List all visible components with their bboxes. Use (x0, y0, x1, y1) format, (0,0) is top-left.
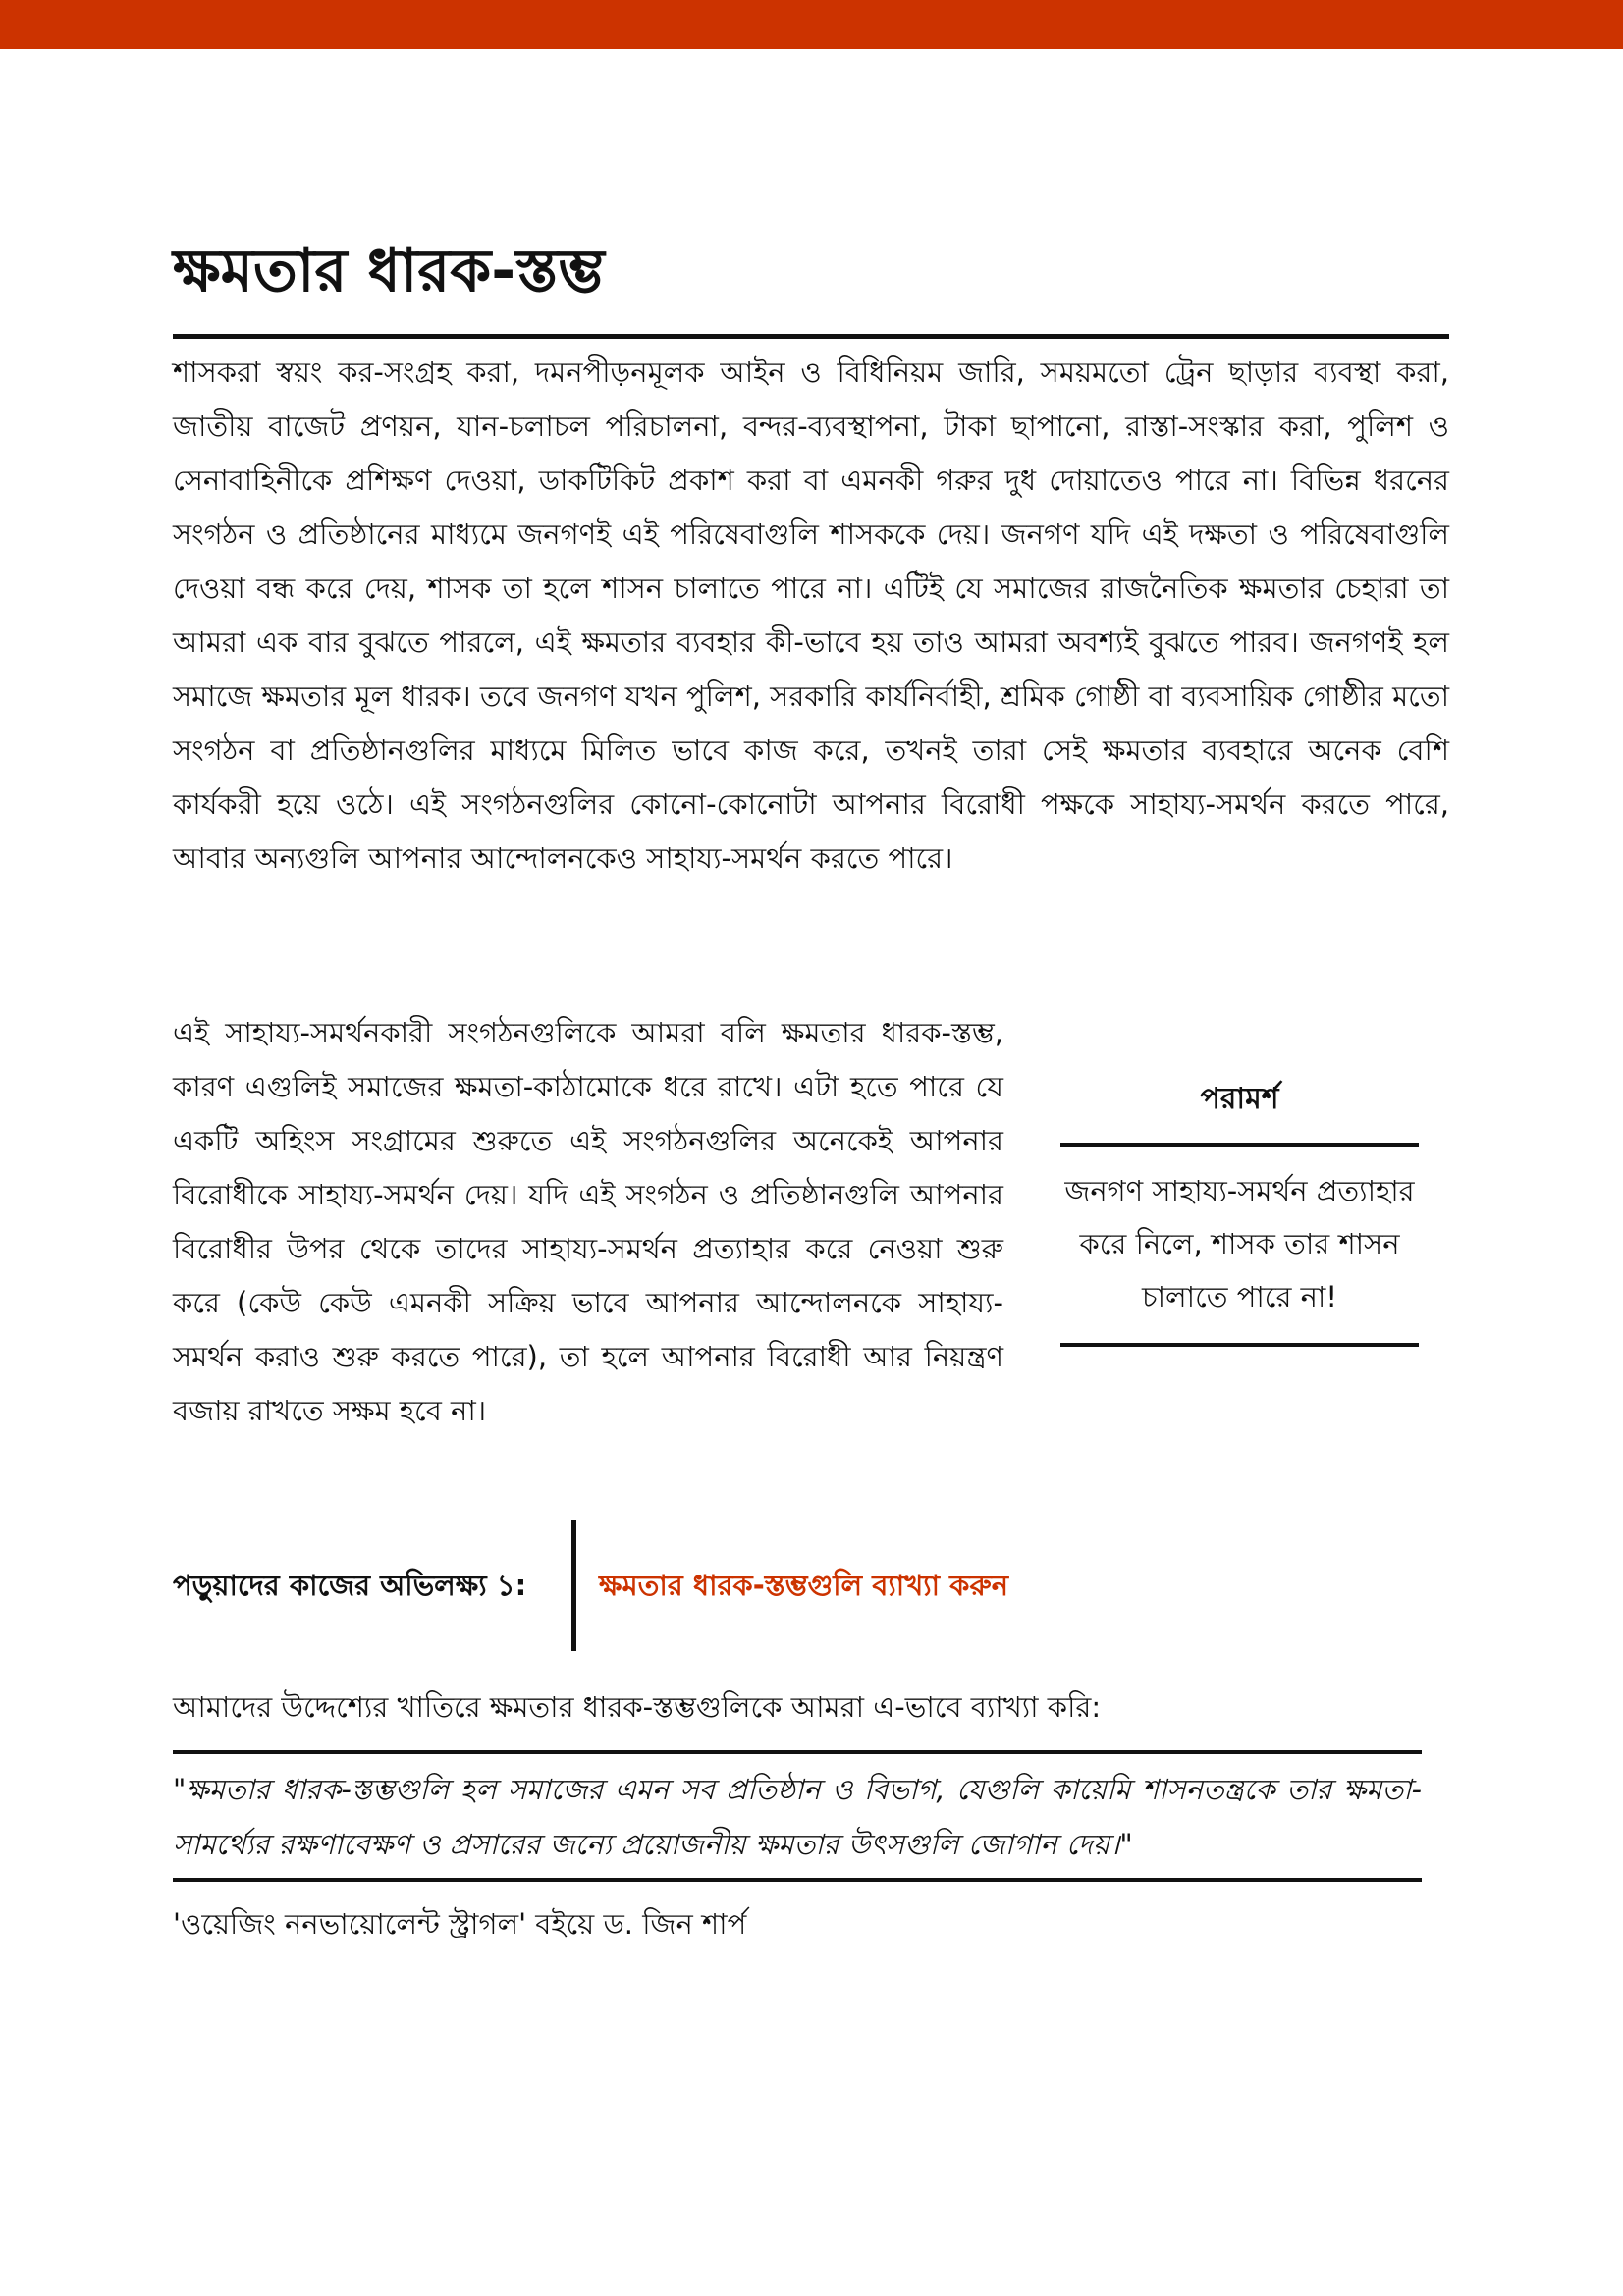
quote-bottom-divider (173, 1878, 1422, 1882)
quote-attribution: 'ওয়েজিং ননভায়োলেন্ট স্ট্রাগল' বইয়ে ড. জিন শার্প (173, 1907, 747, 1941)
tip-title: পরামর্শ (1200, 1082, 1279, 1116)
body-paragraph-2: এই সাহায্য-সমর্থনকারী সংগঠনগুলিকে আমরা বলি ক্ষমতার ধারক-স্তম্ভ, কারণ এগুলিই সমাজের ক্ষমতা-কাঠামোকে ধরে রাখে। এটা হতে পারে যে একটি অহিংস সংগ্রামের শুরুতে এই সংগঠনগুলির অনেকেই আপনার বিরোধীকে সাহায্য-সমর্থন দেয়। যদি এই সংগঠন ও প্রতিষ্ঠানগুলি আপনার বিরোধীর উপর থেকে তাদের সাহায্য-সমর্থন প্রত্যাহার করে নেওয়া শুরু করে (কেউ কেউ এমনকী সক্রিয় ভাবে আপনার আন্দোলনকে সাহায্য-সমর্থন করাও শুরু করতে পারে), তা হলে আপনার বিরোধী আর নিয়ন্ত্রণ বজায় রাখতে সক্ষম হবে না। (173, 1016, 1003, 1427)
learning-objective-text: ক্ষমতার ধারক-স্তম্ভগুলি ব্যাখ্যা করুন (599, 1569, 1009, 1602)
learning-objective-label: পড়ুয়াদের কাজের অভিলক্ষ্য ১: (173, 1569, 527, 1602)
quote-top-divider (173, 1750, 1422, 1754)
tip-text: জনগণ সাহায্য-সমর্থন প্রত্যাহার করে নিলে, শাসক তার শাসন চালাতে পারে না! (1064, 1174, 1415, 1313)
tip-bottom-divider (1060, 1343, 1419, 1347)
definition-quote: "ক্ষমতার ধারক-স্তম্ভগুলি হল সমাজের এমন সব প্রতিষ্ঠান ও বিভাগ, যেগুলি কায়েমি শাসনতন্ত্রকে তার ক্ষমতা-সামর্থ্যের রক্ষণাবেক্ষণ ও প্রসারের জন্যে প্রয়োজনীয় ক্ষমতার উৎসগুলি জোগান দেয়।" (173, 1773, 1423, 1861)
title-divider (173, 334, 1449, 339)
tip-box (1060, 1060, 1419, 1347)
body-paragraph-1: শাসকরা স্বয়ং কর-সংগ্রহ করা, দমনপীড়নমূলক আইন ও বিধিনিয়ম জারি, সময়মতো ট্রেন ছাড়ার ব্যবস্থা করা, জাতীয় বাজেট প্রণয়ন, যান-চলাচল পরিচালনা, বন্দর-ব্যবস্থাপনা, টাকা ছাপানো, রাস্তা-সংস্কার করা, পুলিশ ও সেনাবাহিনীকে প্রশিক্ষণ দেওয়া, ডাকটিকিট প্রকাশ করা বা এমনকী গরুর দুধ দোয়াতেও পারে না। বিভিন্ন ধরনের সংগঠন ও প্রতিষ্ঠানের মাধ্যমে জনগণই এই পরিষেবাগুলি শাসককে দেয়। জনগণ যদি এই দক্ষতা ও পরিষেবাগুলি দেওয়া বন্ধ করে দেয়, শাসক তা হলে শাসন চালাতে পারে না। এটিই যে সমাজের রাজনৈতিক ক্ষমতার চেহারা তা আমরা এক বার বুঝতে পারলে, এই ক্ষমতার ব্যবহার কী-ভাবে হয় তাও আমরা অবশ্যই বুঝতে পারব। জনগণই হল সমাজে ক্ষমতার মূল ধারক। তবে জনগণ যখন পুলিশ, সরকারি কার্যনির্বাহী, শ্রমিক গোষ্ঠী বা ব্যবসায়িক গোষ্ঠীর মতো সংগঠন বা প্রতিষ্ঠানগুলির মাধ্যমে মিলিত ভাবে কাজ করে, তখনই তারা সেই ক্ষমতার ব্যবহারে অনেক বেশি কার্যকরী হয়ে ওঠে। এই সংগঠনগুলির কোনো-কোনোটা আপনার বিরোধী পক্ষকে সাহায্য-সমর্থন করতে পারে, আবার অন্যগুলি আপনার আন্দোলনকেও সাহায্য-সমর্থন করতে পারে। (173, 355, 1449, 875)
top-accent-bar (0, 0, 1623, 49)
learning-objective-divider (571, 1520, 576, 1651)
definition-intro: আমাদের উদ্দেশ্যের খাতিরে ক্ষমতার ধারক-স্তম্ভগুলিকে আমরা এ-ভাবে ব্যাখ্যা করি: (173, 1690, 1102, 1724)
page-title: ক্ষমতার ধারক-স্তম্ভ (173, 237, 605, 305)
